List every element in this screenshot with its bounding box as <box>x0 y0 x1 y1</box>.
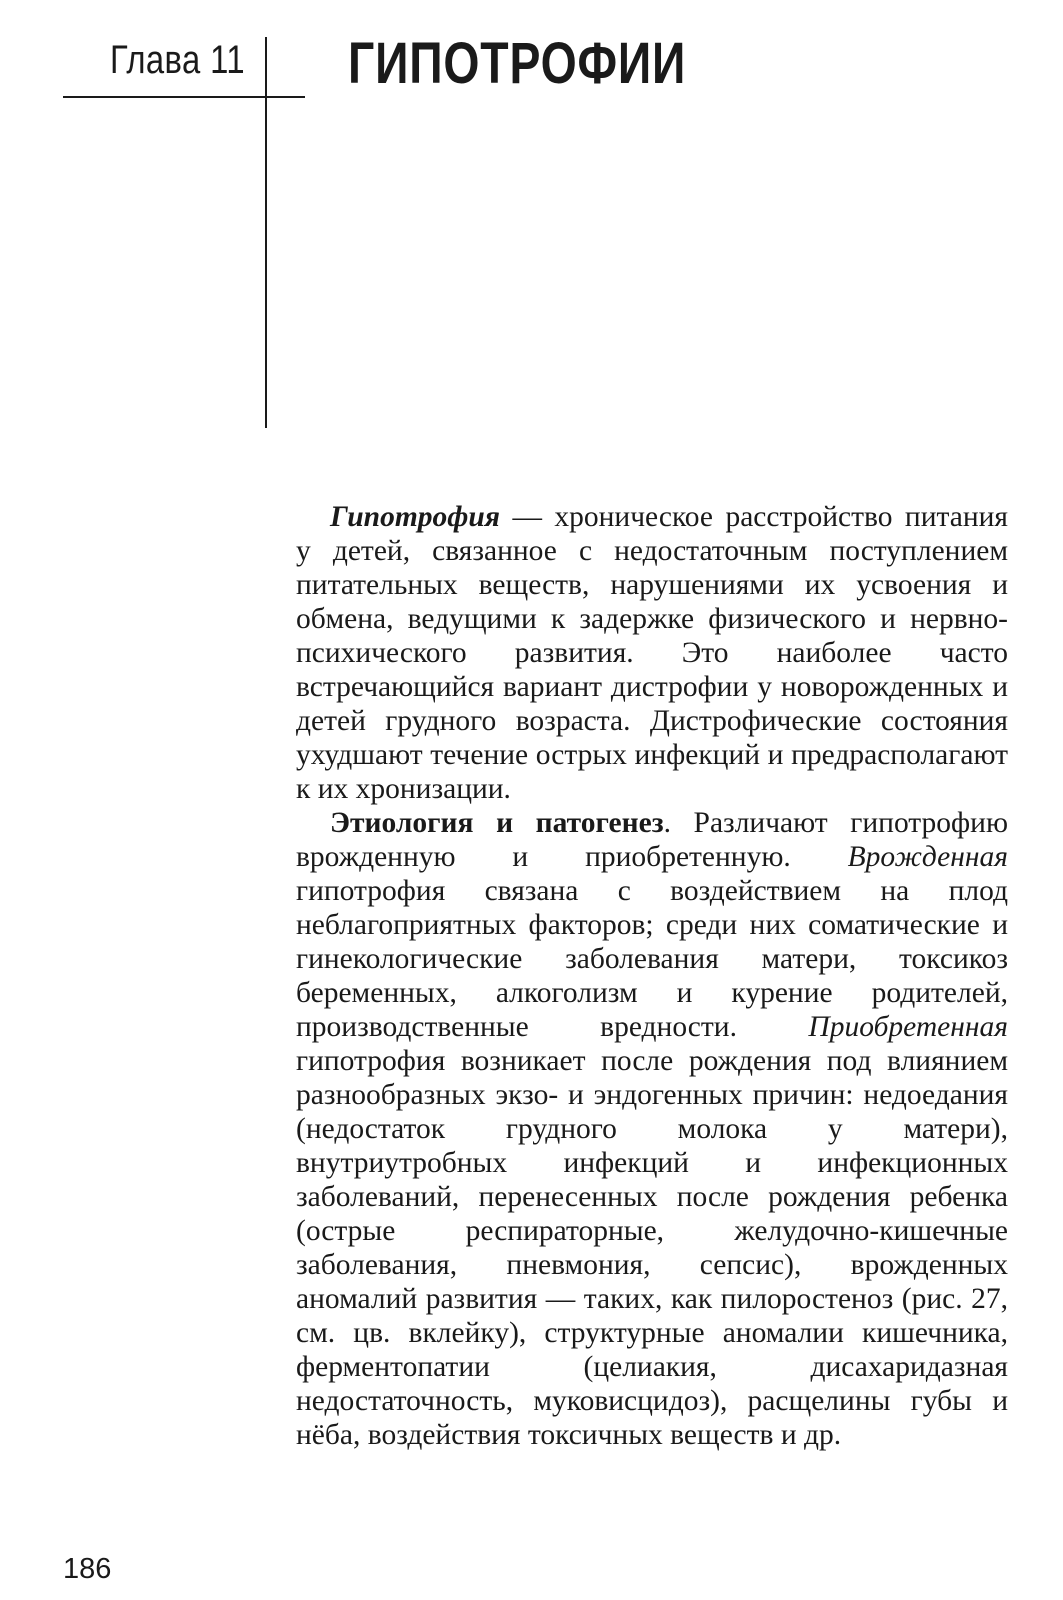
definition-term: Гипотрофия <box>330 501 500 533</box>
paragraph-definition <box>296 500 1008 806</box>
chapter-title: ГИПОТРОФИИ <box>348 31 687 96</box>
paragraph-etiology <box>296 806 1008 1452</box>
header-horizontal-rule <box>63 96 305 98</box>
etiology-text-2: гипотрофия связана с воздействием на плод неблагоприятных факторов; среди них соматические и гинекологические заболевания матери, токсикоз беременных, алкоголизм и курение родителей, производственные вредности. <box>296 875 1008 1043</box>
etiology-text-1: . Различают гипотрофию врожденную и приобретенную. <box>296 807 1008 873</box>
etiology-term-congenital: Врожденная <box>847 841 1008 873</box>
header-vertical-rule <box>265 37 267 428</box>
etiology-term-acquired: Приобретенная <box>808 1011 1008 1043</box>
chapter-label: Глава 11 <box>110 38 246 82</box>
etiology-heading: Этиология и патогенез <box>330 807 664 839</box>
etiology-text-3: гипотрофия возникает после рождения под влиянием разнообразных экзо- и эндогенных причин: недоедания (недостаток грудного молока у матери), внутриутробных инфекций и инфекционных заболеваний, перенесенных после рождения ребенка (острые респираторные, желудочно-кишечные заболевания, пневмония, сепсис), врожденных аномалий развития — таких, как пилоростеноз (рис. 27, см. цв. вклейку), структурные аномалии кишечника, ферментопатии (целиакия, дисахаридазная недостаточность, муковисцидоз), расщелины губы и нёба, воздействия токсичных веществ и др. <box>296 1045 1008 1451</box>
body-text <box>296 500 1008 1452</box>
page-number: 186 <box>63 1553 112 1585</box>
definition-text: — хроническое расстройство питания у детей, связанное с недостаточным поступлением питательных веществ, нарушениями их усвоения и обмена, ведущими к задержке физического и нервно-психического развития. Это наиболее часто встречающийся вариант дистрофии у новорожденных и детей грудного возраста. Дистрофические состояния ухудшают течение острых инфекций и предрасполагают к их хронизации. <box>296 501 1008 805</box>
